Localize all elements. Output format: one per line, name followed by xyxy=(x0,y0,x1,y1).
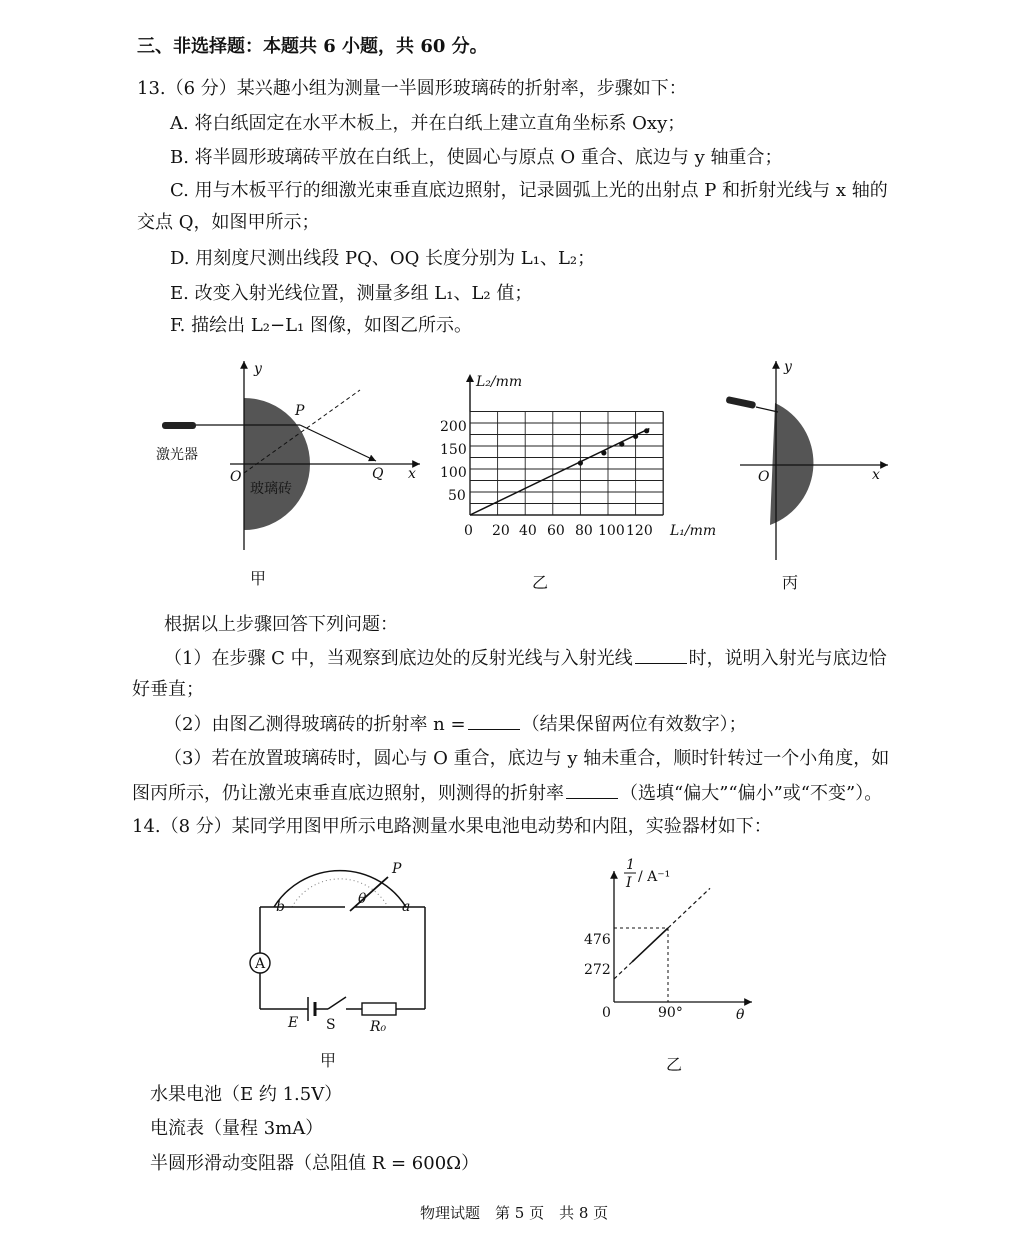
answer-blank-3[interactable] xyxy=(566,780,618,799)
x-tick-90: 90° xyxy=(658,1005,683,1021)
q14-figure-jia-circuit xyxy=(240,855,440,1040)
label-r0: R₀ xyxy=(370,1019,387,1035)
label-theta: θ xyxy=(358,891,367,907)
q13-figure-jia xyxy=(150,355,430,555)
label-p: P xyxy=(392,861,402,877)
label-e: E xyxy=(288,1015,299,1031)
data-point xyxy=(578,460,583,465)
y-tick-272: 272 xyxy=(584,962,611,978)
label-glass: 玻璃砖 xyxy=(250,481,292,497)
y-axis-arrow xyxy=(466,374,474,382)
q13-step-b: B. 将半圆形玻璃砖平放在白纸上，使圆心与原点 O 重合、底边与 y 轴重合； xyxy=(170,147,783,168)
label-b: b xyxy=(276,899,285,915)
q14-caption-jia: 甲 xyxy=(320,1051,337,1070)
label-y: y xyxy=(254,361,262,377)
answer-blank-1[interactable] xyxy=(635,645,687,664)
chart-ylabel: L₂/mm xyxy=(476,374,523,390)
ylabel-numerator: 1 xyxy=(626,857,635,873)
xtick-60: 60 xyxy=(547,523,565,539)
q13-step-a: A. 将白纸固定在水平木板上，并在白纸上建立直角坐标系 Oxy； xyxy=(170,113,686,134)
q14-item-battery: 水果电池（E 约 1.5V） xyxy=(150,1084,343,1105)
q13-step-c-2: 交点 Q，如图甲所示； xyxy=(137,212,320,233)
protractor-scale xyxy=(292,879,388,907)
xtick-20: 20 xyxy=(492,523,510,539)
xlabel-theta: θ xyxy=(736,1007,745,1023)
xtick-100: 100 xyxy=(598,523,625,539)
q14-title: 14.（8 分）某同学用图甲所示电路测量水果电池电动势和内阻，实验器材如下： xyxy=(132,816,772,837)
origin-label: 0 xyxy=(602,1005,611,1021)
label-s: S xyxy=(326,1017,336,1033)
incident-ray xyxy=(756,407,778,412)
q13-figure-yi-chart xyxy=(430,368,730,548)
slider-arm[interactable] xyxy=(350,877,388,911)
data-point xyxy=(633,434,638,439)
q14-caption-yi: 乙 xyxy=(666,1055,683,1074)
label-p: P xyxy=(295,403,305,419)
q13-caption-jia: 甲 xyxy=(250,569,267,588)
q14-figure-yi-chart xyxy=(580,855,770,1030)
line-solid xyxy=(632,928,668,962)
data-point xyxy=(619,442,624,447)
label-y: y xyxy=(784,359,792,375)
label-x: x xyxy=(872,467,880,483)
label-origin: O xyxy=(758,469,770,485)
label-origin: O xyxy=(230,469,242,485)
xtick-120: 120 xyxy=(626,523,653,539)
q13-intro: 根据以上步骤回答下列问题： xyxy=(164,614,398,635)
ytick-50: 50 xyxy=(448,488,466,504)
q13-sub3-text-c: （选填“偏大”“偏小”或“不变”）。 xyxy=(620,783,883,804)
q13-caption-bing: 丙 xyxy=(782,573,799,592)
semicircle-rheostat xyxy=(274,871,406,907)
q14-item-ammeter: 电流表（量程 3mA） xyxy=(150,1118,324,1139)
ytick-100: 100 xyxy=(440,465,467,481)
xtick-40: 40 xyxy=(519,523,537,539)
answer-blank-2[interactable] xyxy=(468,711,520,730)
q13-step-d: D. 用刻度尺测出线段 PQ、OQ 长度分别为 L₁、L₂； xyxy=(170,248,596,269)
data-point xyxy=(644,428,649,433)
q13-sub1-cont: 好垂直； xyxy=(132,679,204,700)
page-footer: 物理试题 第 5 页 共 8 页 xyxy=(420,1204,609,1222)
q13-sub1-text-b: 时，说明入射光与底边恰 xyxy=(688,648,887,669)
ammeter-label: A xyxy=(255,956,266,972)
line-dashed-start xyxy=(614,962,632,979)
q13-sub1-text-a: （1）在步骤 C 中，当观察到底边处的反射光线与入射光线 xyxy=(164,648,633,669)
q13-sub3-line2 xyxy=(132,780,882,807)
label-x: x xyxy=(408,466,416,482)
q13-sub2-text-b: （结果保留两位有效数字）； xyxy=(521,714,747,735)
q13-sub2 xyxy=(164,711,747,738)
q13-figure-bing xyxy=(720,355,900,565)
ytick-150: 150 xyxy=(440,442,467,458)
data-point xyxy=(601,450,606,455)
refracted-ray xyxy=(300,425,376,461)
q14-item-rheostat: 半圆形滑动变阻器（总阻值 R = 600Ω） xyxy=(150,1153,480,1174)
q13-step-f: F. 描绘出 L₂−L₁ 图像，如图乙所示。 xyxy=(170,315,472,336)
ylabel-denominator: I xyxy=(626,875,632,891)
q13-step-e: E. 改变入射光线位置，测量多组 L₁、L₂ 值； xyxy=(170,283,533,304)
q13-sub3-text-b: 图丙所示，仍让激光束垂直底边照射，则测得的折射率 xyxy=(132,783,564,804)
q13-sub2-text-a: （2）由图乙测得玻璃砖的折射率 n = xyxy=(164,714,466,735)
section-header: 三、非选择题：本题共 6 小题，共 60 分。 xyxy=(137,36,488,57)
xtick-80: 80 xyxy=(575,523,593,539)
label-a: a xyxy=(402,899,411,915)
label-laser: 激光器 xyxy=(156,447,198,463)
laser-device xyxy=(162,422,196,429)
q13-caption-yi: 乙 xyxy=(532,573,549,592)
line-dashed-end xyxy=(668,888,710,928)
chart-xlabel: L₁/mm xyxy=(670,523,717,539)
resistor-r0 xyxy=(362,1003,396,1015)
switch-s[interactable] xyxy=(328,997,346,1009)
q13-sub3-line1: （3）若在放置玻璃砖时，圆心与 O 重合，底边与 y 轴未重合，顺时针转过一个小角度，如 xyxy=(164,748,890,769)
q13-sub1 xyxy=(164,645,887,672)
laser-device xyxy=(725,396,756,409)
xtick-0: 0 xyxy=(464,523,473,539)
fit-line xyxy=(470,429,649,515)
q13-step-c-1: C. 用与木板平行的细激光束垂直底边照射，记录圆弧上光的出射点 P 和折射光线与 x 轴的 xyxy=(170,180,888,201)
y-tick-476: 476 xyxy=(584,932,611,948)
q13-title: 13.（6 分）某兴趣小组为测量一半圆形玻璃砖的折射率，步骤如下： xyxy=(137,78,687,99)
label-q: Q xyxy=(372,466,384,482)
ytick-200: 200 xyxy=(440,419,467,435)
ylabel-unit: / A⁻¹ xyxy=(638,869,671,885)
